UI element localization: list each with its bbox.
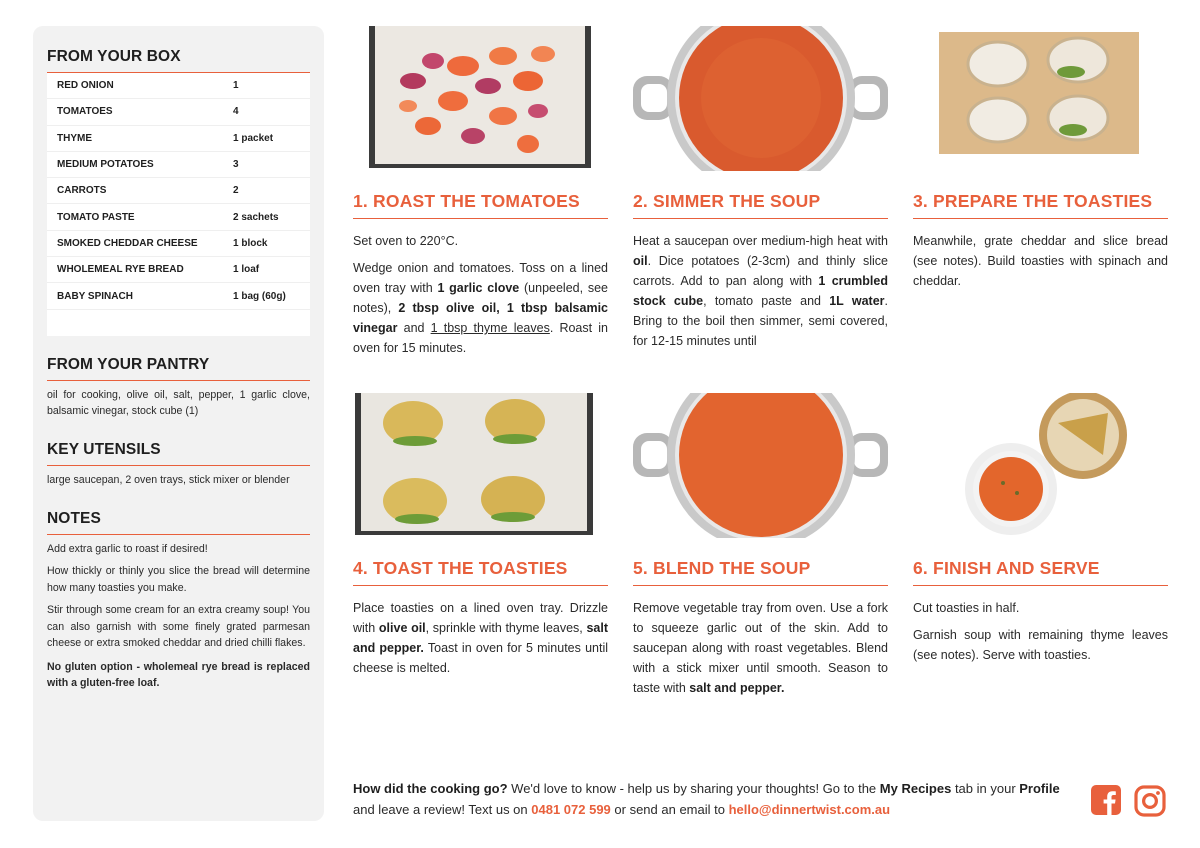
step-6 [913, 393, 1168, 665]
simmer-pot-photo [633, 26, 888, 171]
note-item: How thickly or thinly you slice the bread will determine how many toasties you make. [47, 565, 310, 594]
step-4-title: 4. TOAST THE TOASTIES [353, 558, 608, 586]
step-3-body [913, 231, 1168, 291]
ingredient-row: BABY SPINACH 1 bag (60g) [47, 283, 310, 309]
step-5-p1: Remove vegetable tray from oven. Use a fork to squeeze garlic out of the skin. Add to saucepan along with roast vegetables. Blend with a stick mixer until smooth. Season to taste with salt and pepper. [633, 601, 888, 695]
step-6-body [913, 598, 1168, 665]
step-4-body [353, 598, 608, 678]
ingredient-row: WHOLEMEAL RYE BREAD 1 loaf [47, 257, 310, 283]
toasties-board-photo [913, 26, 1168, 171]
utensils-section [47, 441, 310, 488]
profile-link[interactable]: Profile [1019, 781, 1060, 796]
step-3 [913, 26, 1168, 291]
phone-link[interactable]: 0481 072 599 [531, 802, 611, 817]
pantry-text: oil for cooking, olive oil, salt, pepper, 1 garlic clove, balsamic vinegar, stock cube (1) [47, 388, 310, 417]
served-soup-photo [913, 393, 1168, 538]
toasted-toasties-photo [353, 393, 608, 538]
my-recipes-link[interactable]: My Recipes [879, 781, 952, 796]
utensils-text: large saucepan, 2 oven trays, stick mixer or blender [47, 473, 290, 486]
step-3-p1: Meanwhile, grate cheddar and slice bread (see notes). Build toasties with spinach and cheddar. [913, 234, 1168, 288]
step-2-title: 2. SIMMER THE SOUP [633, 191, 888, 219]
ingredient-row: SMOKED CHEDDAR CHEESE 1 block [47, 231, 310, 257]
step-1-p2: Wedge onion and tomatoes. Toss on a lined oven tray with 1 garlic clove (unpeeled, see notes), 2 tbsp olive oil, 1 tbsp balsamic vinegar and 1 tbsp thyme leaves. Roast in oven for 15 minutes. [353, 261, 609, 355]
step-2-body [633, 231, 888, 351]
step-5 [633, 393, 888, 698]
step-2-p1: Heat a saucepan over medium-high heat with oil. Dice potatoes (2-3cm) and thinly slice carrots. Add to pan along with 1 crumbled stock cube, tomato paste and 1L water. Bring to the boil then simmer, semi covered, for 12-15 minutes until [633, 234, 888, 348]
ingredient-row: CARROTS 2 [47, 178, 310, 204]
step-5-body [633, 598, 888, 698]
step-4-p1: Place toasties on a lined oven tray. Drizzle with olive oil, sprinkle with thyme leaves, salt and pepper. Toast in oven for 5 minutes until cheese is melted. [353, 601, 608, 675]
ingredient-row-empty [47, 310, 310, 336]
step-1 [353, 26, 608, 358]
blended-soup-photo [633, 393, 888, 538]
ingredient-row: RED ONION 1 [47, 73, 310, 99]
pantry-section [47, 356, 310, 419]
ingredient-row: TOMATOES 4 [47, 99, 310, 125]
notes-heading: NOTES [47, 510, 310, 535]
gluten-note: No gluten option - wholemeal rye bread is replaced with a gluten-free loaf. [47, 660, 310, 690]
notes-section [47, 510, 310, 692]
from-box-heading: FROM YOUR BOX [47, 48, 310, 73]
step-3-title: 3. PREPARE THE TOASTIES [913, 191, 1168, 219]
instagram-icon[interactable] [1133, 784, 1167, 823]
step-2 [633, 26, 888, 351]
step-5-title: 5. BLEND THE SOUP [633, 558, 888, 586]
step-1-p1: Set oven to 220°C. [353, 234, 459, 248]
feedback-footer: How did the cooking go? We'd love to know - help us by sharing your thoughts! Go to the My Recipes tab in your Profile and leave a review! Text us on 0481 072 599 or send an email to hello@dinnertwist.com.au [353, 781, 1060, 817]
email-link[interactable]: hello@dinnertwist.com.au [728, 802, 891, 817]
step-6-title: 6. FINISH AND SERVE [913, 558, 1168, 586]
sidebar [33, 26, 324, 821]
ingredient-row: MEDIUM POTATOES 3 [47, 152, 310, 178]
roast-tray-photo [353, 26, 608, 171]
ingredients-table [47, 73, 310, 336]
step-1-title: 1. ROAST THE TOMATOES [353, 191, 608, 219]
step-6-p2: Garnish soup with remaining thyme leaves (see notes). Serve with toasties. [913, 628, 1168, 662]
pantry-heading: FROM YOUR PANTRY [47, 356, 310, 381]
step-4 [353, 393, 608, 678]
ingredient-row: TOMATO PASTE 2 sachets [47, 204, 310, 230]
facebook-icon[interactable] [1090, 784, 1122, 821]
step-1-body [353, 231, 608, 358]
ingredient-row: THYME 1 packet [47, 126, 310, 152]
step-6-p1: Cut toasties in half. [913, 601, 1020, 615]
note-item: Add extra garlic to roast if desired! [47, 542, 208, 555]
utensils-heading: KEY UTENSILS [47, 441, 310, 466]
note-item: Stir through some cream for an extra creamy soup! You can also garnish with some finely grated parmesan cheese or extra smoked cheddar and dried chilli flakes. [47, 604, 310, 650]
